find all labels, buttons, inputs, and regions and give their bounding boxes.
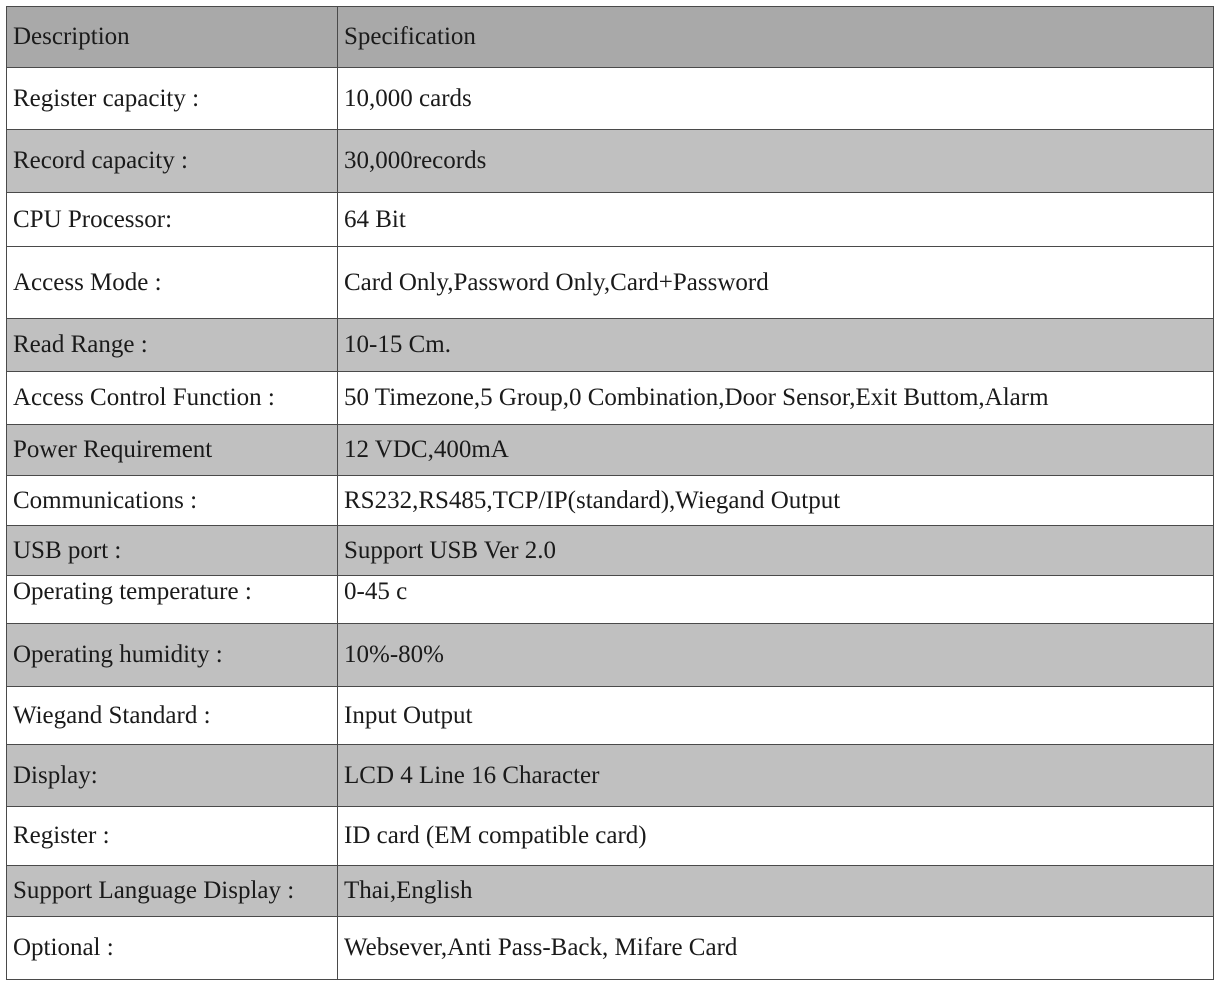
table-row — [7, 745, 1214, 807]
row-value: Thai,English — [338, 866, 1214, 917]
row-label: Display: — [7, 745, 338, 807]
table-row — [7, 917, 1214, 980]
row-value: Card Only,Password Only,Card+Password — [338, 247, 1214, 319]
row-value: 10,000 cards — [338, 68, 1214, 130]
header-specification: Specification — [338, 7, 1214, 68]
header-description: Description — [7, 7, 338, 68]
row-label: Power Requirement — [7, 425, 338, 476]
row-label: Access Mode : — [7, 247, 338, 319]
table-row — [7, 372, 1214, 425]
table-row — [7, 866, 1214, 917]
row-value: 12 VDC,400mA — [338, 425, 1214, 476]
row-label: Optional : — [7, 917, 338, 980]
row-value: 50 Timezone,5 Group,0 Combination,Door Sensor,Exit Buttom,Alarm — [338, 372, 1214, 425]
row-label: CPU Processor: — [7, 193, 338, 247]
row-label: Communications : — [7, 476, 338, 526]
row-value: 0-45 c — [338, 576, 1214, 624]
table-row — [7, 247, 1214, 319]
table-row — [7, 807, 1214, 866]
table-row — [7, 130, 1214, 193]
row-value: ID card (EM compatible card) — [338, 807, 1214, 866]
table-row — [7, 624, 1214, 687]
row-value: Input Output — [338, 687, 1214, 745]
row-label: Record capacity : — [7, 130, 338, 193]
row-value: 10%-80% — [338, 624, 1214, 687]
row-label: Read Range : — [7, 319, 338, 372]
row-value: RS232,RS485,TCP/IP(standard),Wiegand Output — [338, 476, 1214, 526]
table-row — [7, 576, 1214, 624]
row-label: Operating humidity : — [7, 624, 338, 687]
row-label: Wiegand Standard : — [7, 687, 338, 745]
table-row — [7, 526, 1214, 576]
row-label: Support Language Display : — [7, 866, 338, 917]
row-value: 64 Bit — [338, 193, 1214, 247]
row-value: Websever,Anti Pass-Back, Mifare Card — [338, 917, 1214, 980]
table-row — [7, 687, 1214, 745]
row-value: Support USB Ver 2.0 — [338, 526, 1214, 576]
row-label: Register : — [7, 807, 338, 866]
table-row — [7, 68, 1214, 130]
table-row — [7, 193, 1214, 247]
row-label: Register capacity : — [7, 68, 338, 130]
table-header-row — [7, 7, 1214, 68]
spec-table — [6, 6, 1214, 980]
row-value: 30,000records — [338, 130, 1214, 193]
row-value: LCD 4 Line 16 Character — [338, 745, 1214, 807]
row-value: 10-15 Cm. — [338, 319, 1214, 372]
table-row — [7, 425, 1214, 476]
table-row — [7, 476, 1214, 526]
row-label: Operating temperature : — [7, 576, 338, 624]
row-label: USB port : — [7, 526, 338, 576]
row-label: Access Control Function : — [7, 372, 338, 425]
table-row — [7, 319, 1214, 372]
